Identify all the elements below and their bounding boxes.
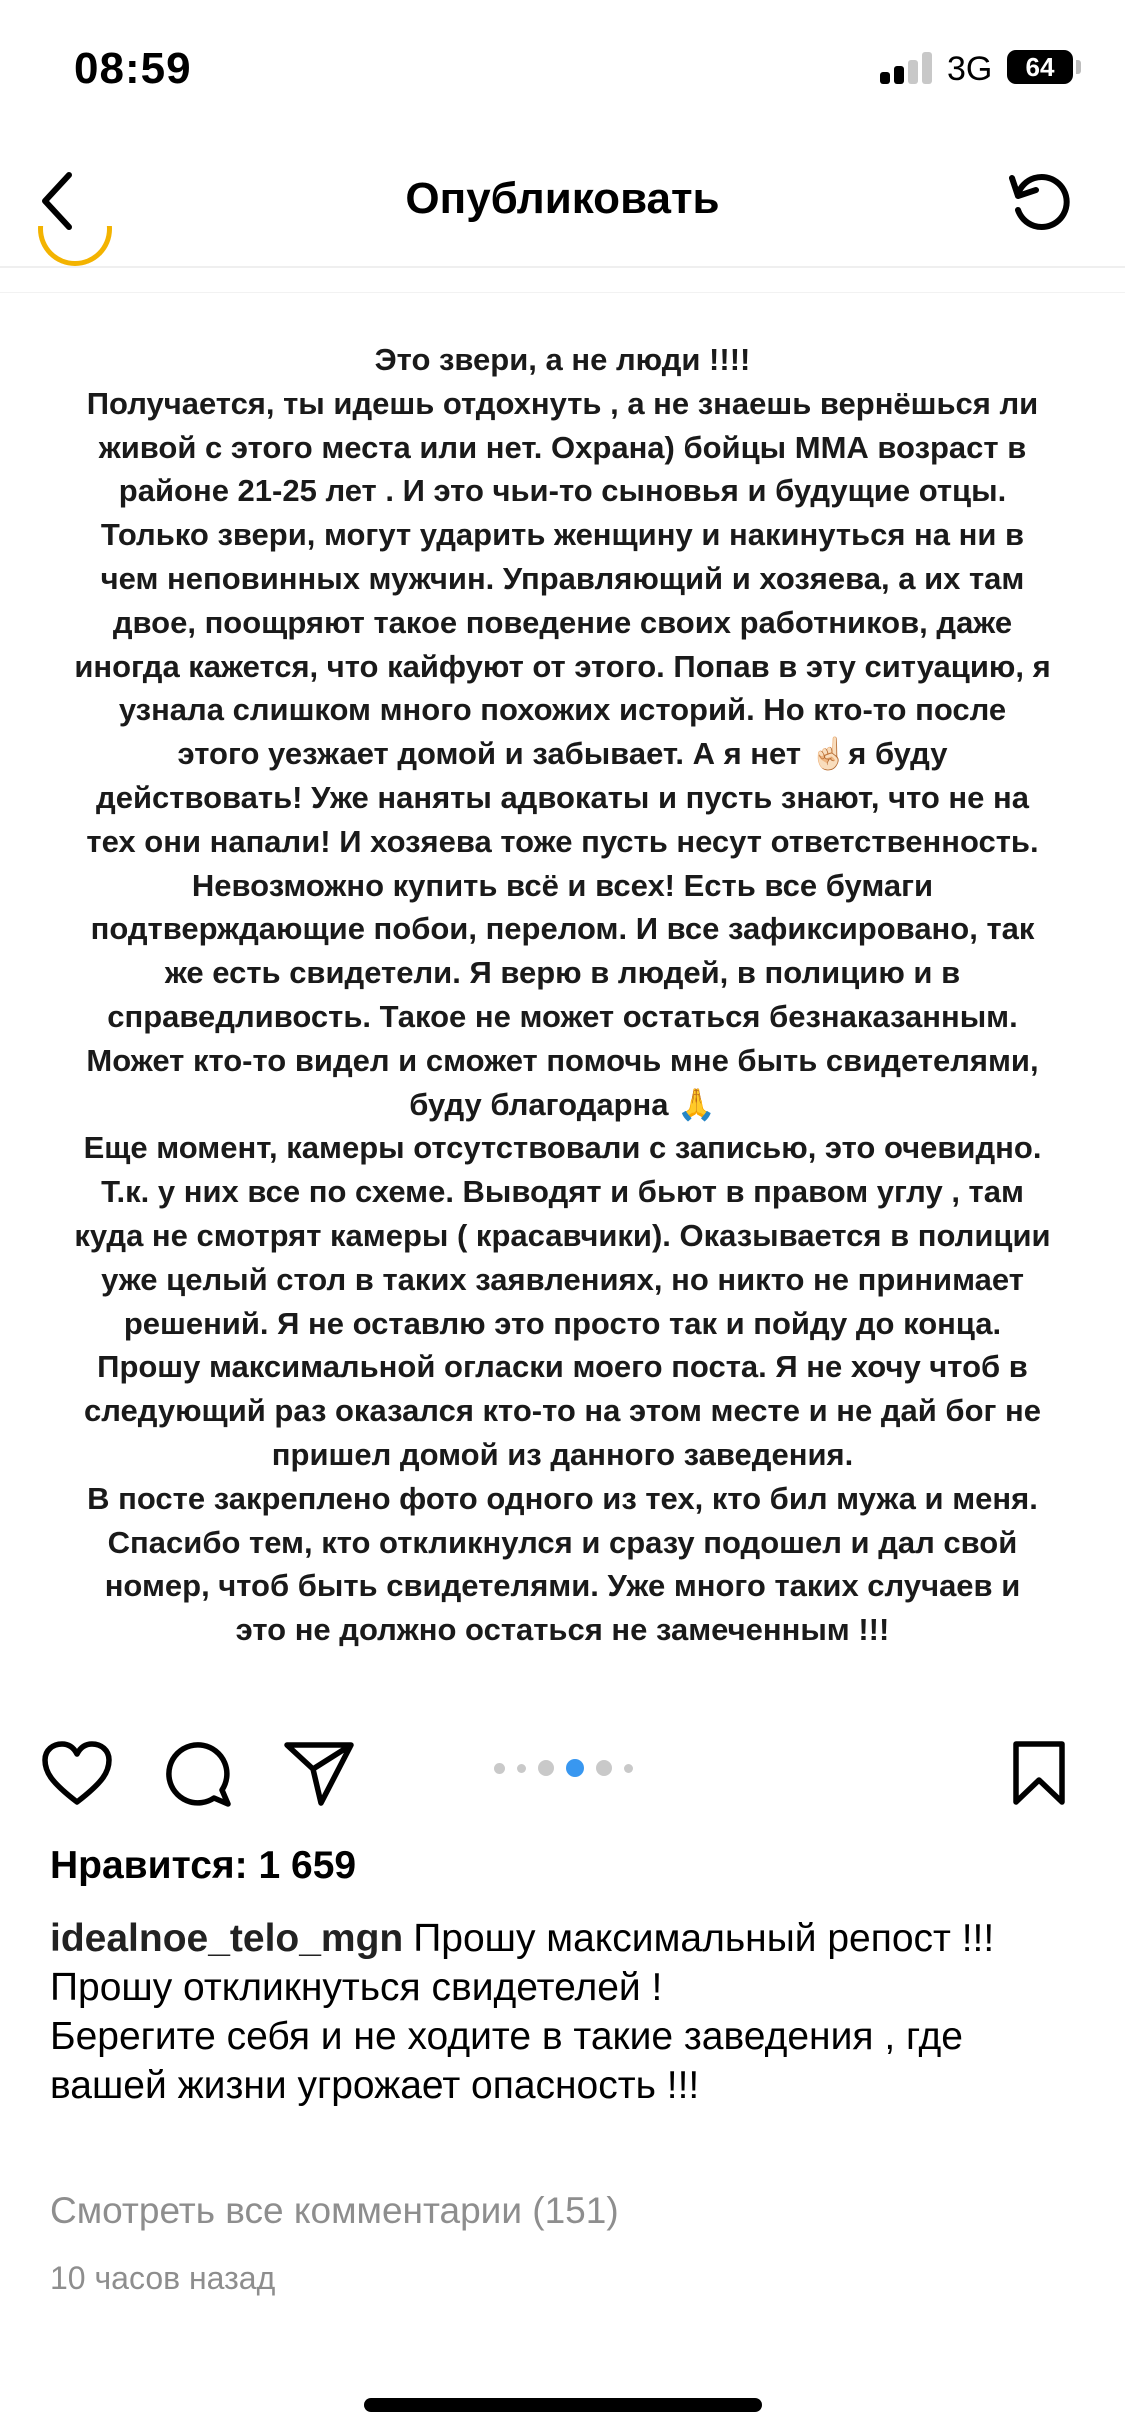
avatar[interactable] [38,226,112,270]
like-button[interactable] [34,1730,120,1816]
carousel-dot [624,1764,633,1773]
battery-icon: 64 [1007,50,1073,84]
page-title: Опубликовать [405,174,720,223]
carousel-dot [494,1763,505,1774]
carousel-dot [538,1760,554,1776]
bookmark-icon [1011,1740,1067,1806]
save-button[interactable] [996,1730,1082,1816]
status-bar [0,0,1125,140]
carousel-indicator [494,1758,633,1778]
refresh-icon [1004,164,1078,238]
caption-line: Прошу откликнуться свидетелей ! [50,1966,663,2009]
divider [0,292,1125,293]
carousel-dot [517,1764,526,1773]
username-link[interactable]: idealnoe_telo_mgn [50,1917,404,1960]
carousel-dot [566,1759,584,1777]
divider [0,266,1125,268]
refresh-button[interactable] [1000,160,1082,242]
comment-button[interactable] [156,1730,242,1816]
caption-line: Берегите себя и не ходите в такие заведения , где вашей жизни угрожает опасность !!! [50,2015,963,2107]
send-icon [283,1739,355,1807]
home-indicator [364,2398,762,2412]
network-type: 3G [947,50,993,88]
caption-text: Прошу максимальный репост !!! [413,1917,995,1960]
post-timestamp: 10 часов назад [50,2260,276,2296]
nav-header [0,140,1125,262]
heart-icon [41,1740,113,1806]
carousel-dot [596,1760,612,1776]
signal-icon [880,50,936,84]
share-button[interactable] [276,1730,362,1816]
likes-count[interactable]: Нравится: 1 659 [50,1844,357,1887]
post-image-text: Это звери, а не люди !!!! Получается, ты идешь отдохнуть , а не знаешь вернёшься ли живой с этого места или нет. Охрана) бойцы ММА возраст в районе 21-25 лет . И это чьи-то сыновья и будущие отцы. Только звери, могут ударить женщину и накинуться на ни в чем неповинных мужчин. Управляющий и хозяева, а их там двое, поощряют такое поведение своих работников, даже иногда кажется, что кайфуют от этого. Попав в эту ситуацию, я узнала слишком много похожих историй. Но кто-то после этого уезжает домой и забывает. А я нет ☝🏻я буду действовать! Уже наняты адвокаты и пусть знают, что не на тех они напали! И хозяева тоже пусть несут ответственность. Невозможно купить всё и всех! Есть все бумаги подтверждающие побои, перелом. И все зафиксировано, так же есть свидетели. Я верю в людей, в полицию и в справедливость. Такое не может остаться безнаказанным. Может кто-то видел и сможет помочь мне быть свидетелями, буду благодарна 🙏 Еще момент, камеры отсутствовали с записью, это очевидно. Т.к. у них все по схеме. Выводят и бьют в правом углу , там куда не смотрят камеры ( красавчики). Оказывается в полиции уже целый стол в таких заявлениях, но никто не принимает решений. Я не оставлю это просто так и пойду до конца. Прошу максимальной огласки моего поста. Я не хочу чтоб в следующий раз оказался кто-то на этом месте и не дай бог не пришел домой из данного заведения. В посте закреплено фото одного из тех, кто бил мужа и меня. Спасибо тем, кто откликнулся и сразу подошел и дал свой номер, чтоб быть свидетелями. Уже много таких случаев и это не должно остаться не замеченным !!! [74,342,1051,1648]
comment-icon [164,1738,234,1808]
view-comments-link[interactable]: Смотреть все комментарии (151) [50,2190,619,2231]
battery-nub [1076,60,1081,74]
post-caption [50,1914,1080,2110]
status-time: 08:59 [74,44,192,93]
